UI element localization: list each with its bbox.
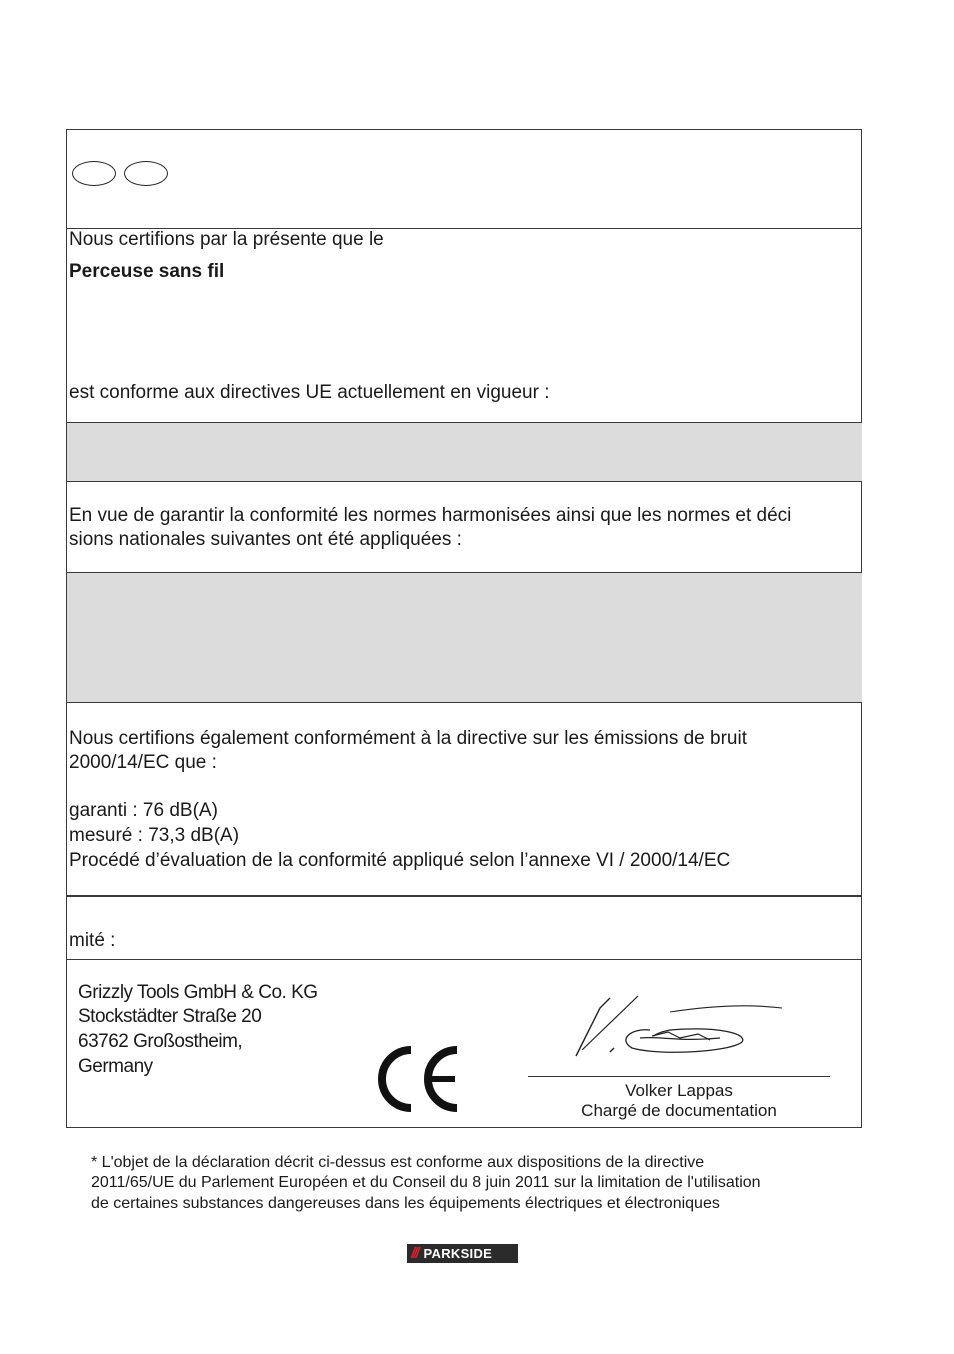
company-name: Grizzly Tools GmbH & Co. KG bbox=[78, 982, 318, 1003]
logo-name: PARKSIDE bbox=[423, 1246, 493, 1261]
parkside-logo bbox=[407, 1244, 518, 1263]
partial-label: mité : bbox=[69, 930, 116, 951]
signatory-title: Chargé de documentation bbox=[581, 1101, 777, 1120]
language-oval-icon bbox=[72, 161, 116, 186]
language-oval-icon bbox=[124, 161, 168, 186]
divider bbox=[66, 895, 862, 897]
noise-text-line1: Nous certifions également conformément à la directive sur les émissions de bruit bbox=[69, 728, 747, 749]
intro-text: Nous certifions par la présente que le bbox=[69, 229, 384, 250]
footnote-line3: de certaines substances dangereuses dans les équipements électriques et électroniques bbox=[91, 1195, 720, 1212]
signature-icon bbox=[570, 990, 790, 1065]
conformity-statement: est conforme aux directives UE actuellement en vigueur : bbox=[69, 382, 550, 403]
footnote-line2: 2011/65/UE du Parlement Européen et du Conseil du 8 juin 2011 sur la limitation de l'utilisation bbox=[91, 1174, 761, 1191]
product-name: Perceuse sans fil bbox=[69, 261, 225, 282]
divider bbox=[66, 959, 862, 960]
directives-gray-section bbox=[67, 423, 862, 481]
company-country: Germany bbox=[78, 1056, 153, 1077]
company-street: Stockstädter Straße 20 bbox=[78, 1006, 262, 1027]
divider bbox=[66, 702, 862, 703]
harmonised-text-line2: sions nationales suivantes ont été appliquées : bbox=[69, 529, 462, 550]
noise-text-line2: 2000/14/EC que : bbox=[69, 752, 217, 773]
standards-gray-section bbox=[67, 573, 862, 702]
harmonised-text-line1: En vue de garantir la conformité les normes harmonisées ainsi que les normes et déci bbox=[69, 505, 792, 526]
noise-procedure: Procédé d’évaluation de la conformité appliqué selon l’annexe VI / 2000/14/EC bbox=[69, 850, 731, 871]
ce-mark-icon bbox=[375, 1044, 463, 1114]
noise-measured: mesuré : 73,3 dB(A) bbox=[69, 825, 240, 846]
divider bbox=[66, 481, 862, 482]
logo-slashes: /// bbox=[411, 1245, 418, 1262]
signatory-name: Volker Lappas bbox=[625, 1081, 733, 1100]
company-city: 63762 Großostheim, bbox=[78, 1031, 243, 1052]
signature-line bbox=[528, 1076, 830, 1077]
noise-guaranteed: garanti : 76 dB(A) bbox=[69, 800, 218, 821]
footnote-line1: * L'objet de la déclaration décrit ci-dessus est conforme aux dispositions de la directive bbox=[91, 1154, 705, 1171]
